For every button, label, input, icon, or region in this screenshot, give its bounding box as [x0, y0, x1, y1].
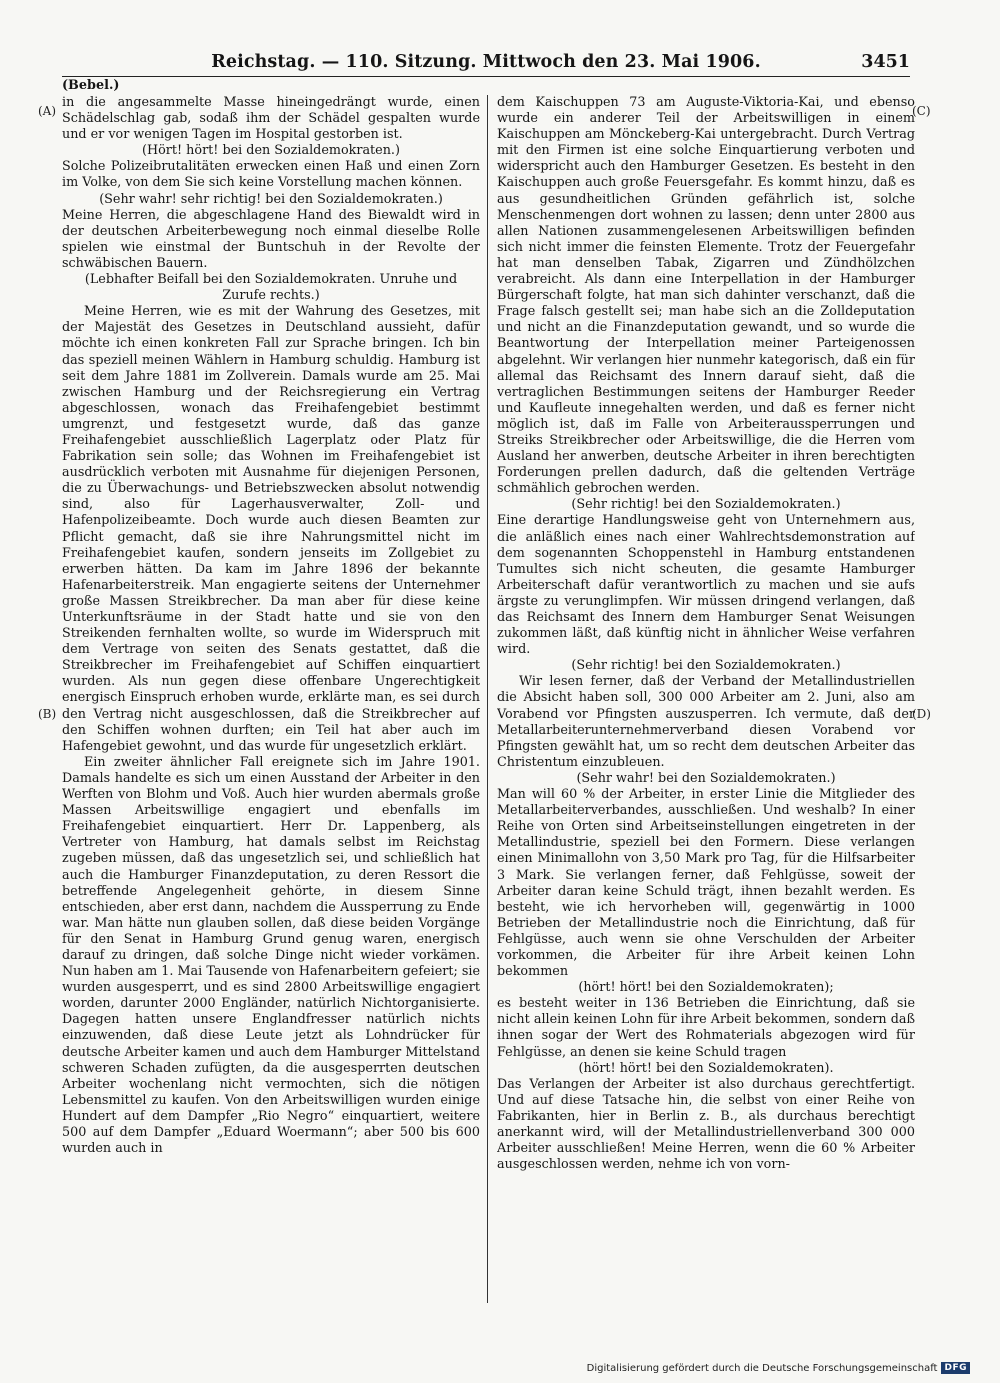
interjection: (Sehr richtig! bei den Sozialdemokraten.): [571, 658, 841, 674]
interjection: (Lebhafter Beifall bei den Sozialdemokraten. Unruhe und Zurufe rechts.): [84, 272, 458, 304]
margin-marker-d: (D): [912, 707, 931, 721]
interjection: (Sehr richtig! bei den Sozialdemokraten.): [571, 497, 841, 513]
paragraph: es besteht weiter in 136 Betrieben die Einrichtung, daß sie nicht allein keinen Lohn für ihre Arbeit bekommen, sondern daß ihnen sogar der Wert des Rohmaterials abgezogen wird für Fehlgüsse, an denen sie keine Schuld tragen: [497, 996, 915, 1060]
paragraph: Meine Herren, wie es mit der Wahrung des Gesetzes, mit der Majestät des Gesetzes in Deutschland aussieht, dafür möchte ich einen konkreten Fall zur Sprache bringen. Ich bin das speziell meinen Wählern in Hamburg schuldig. Hamburg ist seit dem Jahre 1881 im Zollverein. Damals wurde am 25. Mai zwischen Hamburg und der Reichsregierung ein Vertrag abgeschlossen, wonach das Freihafengebiet bestimmt umgrenzt, und festgesetzt wurde, daß das ganze Freihafengebiet ausschließlich Lagerplatz oder Platz für Fabrikation sein solle; das Wohnen im Freihafengebiet ist ausdrücklich verboten mit Ausnahme für diejenigen Personen, die zu Überwachungs- und Betriebszwecken absolut notwendig sind, also für Lagerhausverwalter, Zoll- und Hafenpolizeibeamte. Doch wurde auch diesen Beamten zur Pflicht gemacht, daß sie ihre Nahrungsmittel nicht im Freihafengebiet kaufen, sondern jenseits im Zollgebiet zu erwerben hätten. Da kam im Jahre 1896 der bekannte Hafenarbeiterstreik. Man engagierte seitens der Unternehmer große Massen Streikbrecher. Da man aber für diese keine Unterkunftsräume in der Stadt hatte und sie von den Streikenden fernhalten wollte, so wurde im Widerspruch mit dem Vertrage von seiten des Senats gestattet, daß die Streikbrecher im Freihafengebiet auf Schiffen einquartiert wurden. Als nun gegen diese offenbare Ungerechtigkeit energisch Einspruch erhoben wurde, erklärte man, es sei durch den Vertrag nicht ausgeschlossen, daß die Streikbrecher auf den Schiffen wohnen durften; ein Teil hat aber auch im Hafengebiet gewohnt, und das wurde für ungesetzlich erklärt.: [62, 304, 480, 754]
paragraph: in die angesammelte Masse hineingedrängt wurde, einen Schädelschlag gab, sodaß ihm der Schädel gespalten wurde und er vor wenigen Tagen im Hospital gestorben ist.: [62, 95, 480, 143]
header-title: Reichstag. — 110. Sitzung. Mittwoch den 23. Mai 1906.: [211, 52, 761, 72]
paragraph: Wir lesen ferner, daß der Verband der Metallindustriellen die Absicht haben soll, 300 000 Arbeiter am 2. Juni, also am Vorabend vor Pfingsten auszusperren. Ich vermute, daß der Metallarbeiterunternehmerverband diesen Vorabend vor Pfingsten gewählt hat, um so recht dem deutschen Arbeiter das Christentum einzubleuen.: [497, 674, 915, 770]
interjection: (Hört! hört! bei den Sozialdemokraten.): [142, 143, 400, 159]
interjection: (hört! hört! bei den Sozialdemokraten);: [578, 980, 834, 996]
interjection: (hört! hört! bei den Sozialdemokraten).: [578, 1060, 834, 1076]
page-number: 3451: [861, 52, 910, 72]
right-column: [497, 95, 915, 1300]
paragraph: Das Verlangen der Arbeiter ist also durchaus gerechtfertigt. Und auf diese Tatsache hin, die selbst von einer Reihe von Fabrikanten, hier in Berlin z. B., als durchaus berechtigt anerkannt wird, will der Metallindustriellenverband 300 000 Arbeiter ausschließen! Meine Herren, wenn die 60 % Arbeiter ausgeschlossen werden, nehme ich von vorn-: [497, 1076, 915, 1173]
paragraph: dem Kaischuppen 73 am Auguste-Viktoria-Kai, und ebenso wurde ein anderer Teil der Arbeitswilligen in einem Kaischuppen am Mönckeberg-Kai untergebracht. Durch Vertrag mit den Firmen ist eine solche Einquartierung verboten und widerspricht auch den Hamburger Gesetzen. Es besteht in den Kaischuppen auch große Feuersgefahr. Es kommt hinzu, daß es aus gesundheitlichen Gründen gefährlich ist, solche Menschenmengen dort wohnen zu lassen; denn unter 2800 aus allen Nationen zusammengelesenen Arbeitswilligen befinden sich nicht immer die feinsten Elemente. Trotz der Feuergefahr hat man denselben Tabak, Zigarren und Zündhölzchen verabreicht. Als dann eine Interpellation in der Hamburger Bürgerschaft folgte, hat man sich dahinter verschanzt, daß die Frage falsch gestellt sei; man habe sich an die Zolldeputation und nicht an die Finanzdeputation gewandt, und so wurde die Beantwortung der Interpellation meiner Parteigenossen abgelehnt. Wir verlangen hier nunmehr kategorisch, daß ein für allemal das Reichsamt des Innern darauf sieht, daß die vertraglichen Bestimmungen seitens der Hamburger Reeder und Kaufleute innegehalten werden, und daß es ferner nicht möglich ist, daß im Falle von Arbeiteraussperrungen und Streiks Streikbrecher oder Arbeitswillige, die die Herren vom Ausland her anwerben, deutsche Arbeiter in ihren berechtigten Forderungen prellen dadurch, daß die geltenden Verträge schmählich gebrochen werden.: [497, 95, 915, 497]
left-column: [62, 95, 480, 1300]
footer-text: Digitalisierung gefördert durch die Deutsche Forschungsgemeinschaft: [586, 1362, 938, 1374]
paragraph: Solche Polizeibrutalitäten erwecken einen Haß und einen Zorn im Volke, von dem Sie sich keine Vorstellung machen können.: [62, 159, 480, 191]
paragraph: Ein zweiter ähnlicher Fall ereignete sich im Jahre 1901. Damals handelte es sich um einen Ausstand der Arbeiter in den Werften von Blohm und Voß. Auch hier wurden abermals große Massen Arbeitswillige engagiert und ebenfalls im Freihafengebiet einquartiert. Herr Dr. Lappenberg, als Vertreter von Hamburg, hat damals selbst im Reichstag zugeben müssen, daß das ungesetzlich sei, und schließlich hat auch die Hamburger Finanzdeputation, zu deren Ressort die betreffende Angelegenheit gehörte, in diesem Sinne entschieden, aber erst dann, nachdem die Aussperrung zu Ende war. Man hätte nun glauben sollen, daß diese beiden Vorgänge für den Senat in Hamburg Grund genug waren, energisch darauf zu dringen, daß solche Dinge nicht wieder vorkämen. Nun haben am 1. Mai Tausende von Hafenarbeitern gefeiert; sie wurden ausgesperrt, und es sind 2800 Arbeitswillige engagiert worden, darunter 2000 Engländer, natürlich Nichtorganisierte. Dagegen hatten unsere Englandfresser natürlich nichts einzuwenden, daß diese Leute jetzt als Lohndrücker für deutsche Arbeiter kamen und auch dem Hamburger Mittelstand schweren Schaden zufügten, da die ausgesperrten deutschen Arbeiter wochenlang nicht vermochten, sich die nötigen Lebensmittel zu kaufen. Von den Arbeitswilligen wurden einige Hundert auf dem Dampfer „Rio Negro“ einquartiert, weitere 500 auf dem Dampfer „Eduard Woermann“; aber 500 bis 600 wurden auch in: [62, 754, 480, 1157]
paragraph: Meine Herren, die abgeschlagene Hand des Biewaldt wird in der deutschen Arbeiterbewegung noch einmal dieselbe Rolle spielen wie einstmal der Buntschuh in der Revolte der schwäbischen Bauern.: [62, 207, 480, 271]
interjection: (Sehr wahr! sehr richtig! bei den Sozialdemokraten.): [99, 191, 443, 207]
page-footer: [587, 1362, 970, 1374]
margin-marker-a: (A): [38, 104, 57, 118]
margin-marker-b: (B): [38, 707, 57, 721]
paragraph: Eine derartige Handlungsweise geht von Unternehmern aus, die anläßlich eines nach einer Wahlrechtsdemonstration auf dem sogenannten Schoppenstehl in Hamburg entstandenen Tumultes sich nicht scheuten, die gesamte Hamburger Arbeiterschaft dafür verantwortlich zu machen und sie aufs ärgste zu verunglimpfen. Wir müssen dringend verlangen, daß das Reichsamt des Innern dem Hamburger Senat Weisungen zukommen läßt, daß künftig nicht in ähnlicher Weise verfahren wird.: [497, 513, 915, 658]
column-divider: [487, 95, 488, 1303]
speaker-label: (Bebel.): [62, 78, 120, 93]
interjection: (Sehr wahr! bei den Sozialdemokraten.): [576, 770, 836, 786]
page-header: [62, 50, 910, 77]
paragraph: Man will 60 % der Arbeiter, in erster Linie die Mitglieder des Metallarbeiterverbandes, ausschließen. Und weshalb? In einer Reihe von Orten sind Arbeitseinstellungen eingetreten in der Metallindustrie, speziell bei den Formern. Diese verlangen einen Minimallohn von 3,50 Mark pro Tag, für die Hilfsarbeiter 3 Mark. Sie verlangen ferner, daß Fehlgüsse, soweit der Arbeiter daran keine Schuld trägt, ihnen bezahlt werden. Es besteht, wie ich hervorheben will, gegenwärtig in 1000 Betrieben der Metallindustrie noch die Einrichtung, daß für Fehlgüsse, auch wenn sie ohne Verschulden der Arbeiter vorkommen, die Arbeiter für ihre Arbeit keinen Lohn bekommen: [497, 787, 915, 980]
dfg-logo: DFG: [941, 1362, 970, 1374]
margin-marker-c: (C): [912, 104, 931, 118]
